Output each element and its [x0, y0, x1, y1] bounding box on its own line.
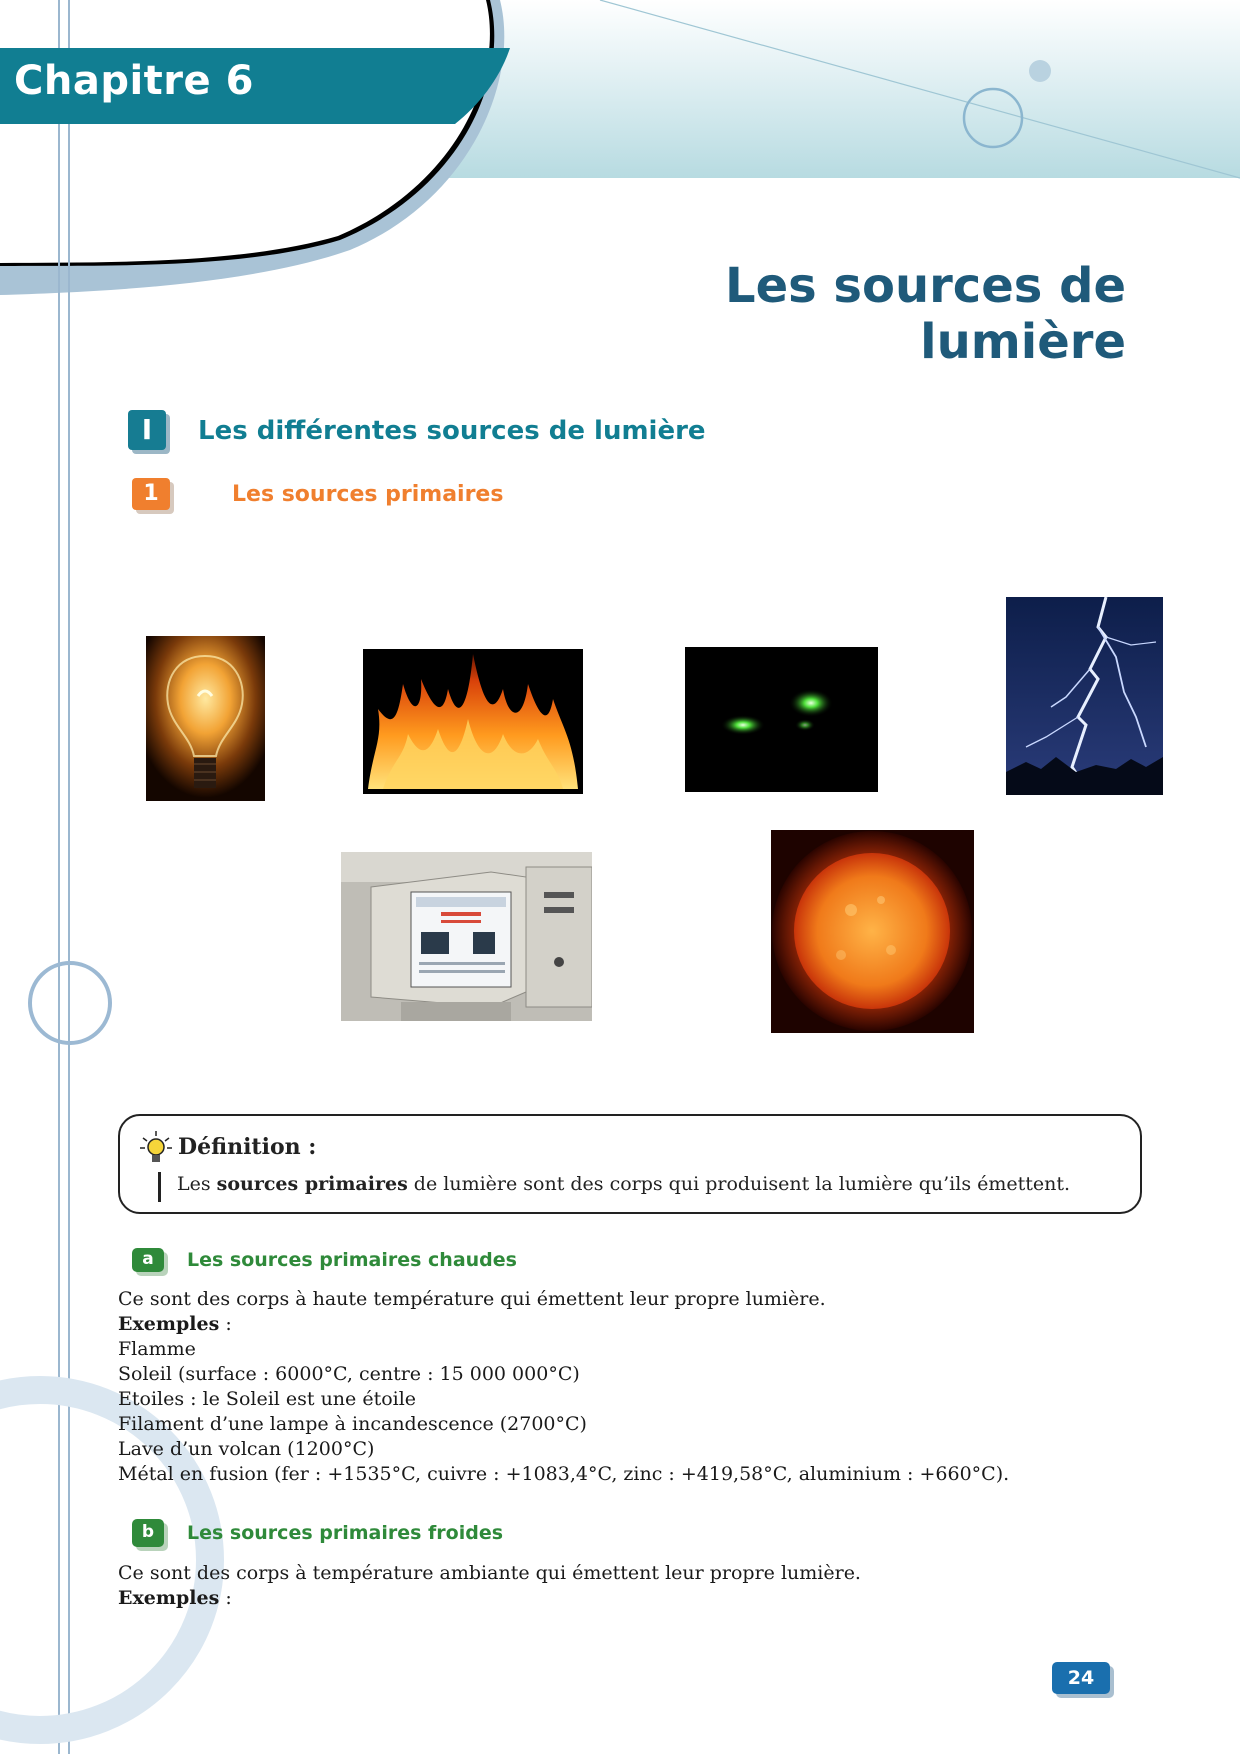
chapter-label: Chapitre 6	[14, 58, 254, 104]
example-item: Filament d’une lampe à incandescence (2700°C)	[118, 1413, 587, 1435]
part-b-examples-label: Exemples :	[118, 1587, 232, 1609]
part-b-badge: b	[132, 1519, 164, 1547]
definition-text: Les sources primaires de lumière sont des corps qui produisent la lumière qu’ils émettent.	[177, 1173, 1071, 1195]
sun-photo	[771, 830, 974, 1033]
subsection-title: Les sources primaires	[232, 482, 504, 507]
part-b-title: Les sources primaires froides	[187, 1522, 504, 1544]
lightning-photo	[1006, 597, 1163, 795]
example-item: Flamme	[118, 1338, 196, 1360]
section-title: Les différentes sources de lumière	[198, 416, 706, 446]
lightbulb-icon	[138, 1130, 174, 1166]
green-lights-photo	[685, 647, 878, 792]
light-bulb-photo	[146, 636, 265, 801]
part-a-examples-label: Exemples :	[118, 1313, 232, 1335]
section-number-badge: I	[128, 410, 166, 450]
part-b-body	[118, 1561, 861, 1611]
definition-bar	[158, 1172, 161, 1202]
page-number: 24	[1052, 1662, 1110, 1694]
part-a-title: Les sources primaires chaudes	[187, 1249, 517, 1271]
part-a-badge: a	[132, 1248, 164, 1272]
subsection-number-badge: 1	[132, 478, 170, 510]
flames-photo	[363, 649, 583, 794]
page-title: Les sources de lumière	[724, 258, 1126, 370]
computer-monitor-photo	[341, 852, 592, 1021]
part-a-body	[118, 1287, 1009, 1487]
example-item: Lave d’un volcan (1200°C)	[118, 1438, 375, 1460]
example-item: Métal en fusion (fer : +1535°C, cuivre : +1083,4°C, zinc : +419,58°C, aluminium : +660°C).	[118, 1463, 1010, 1485]
definition-title: Définition :	[178, 1134, 317, 1160]
example-item: Soleil (surface : 6000°C, centre : 15 000 000°C)	[118, 1363, 580, 1385]
definition-box	[118, 1114, 1142, 1214]
example-item: Etoiles : le Soleil est une étoile	[118, 1388, 417, 1410]
part-a-intro: Ce sont des corps à haute température qui émettent leur propre lumière.	[118, 1288, 826, 1310]
part-b-intro: Ce sont des corps à température ambiante qui émettent leur propre lumière.	[118, 1562, 861, 1584]
